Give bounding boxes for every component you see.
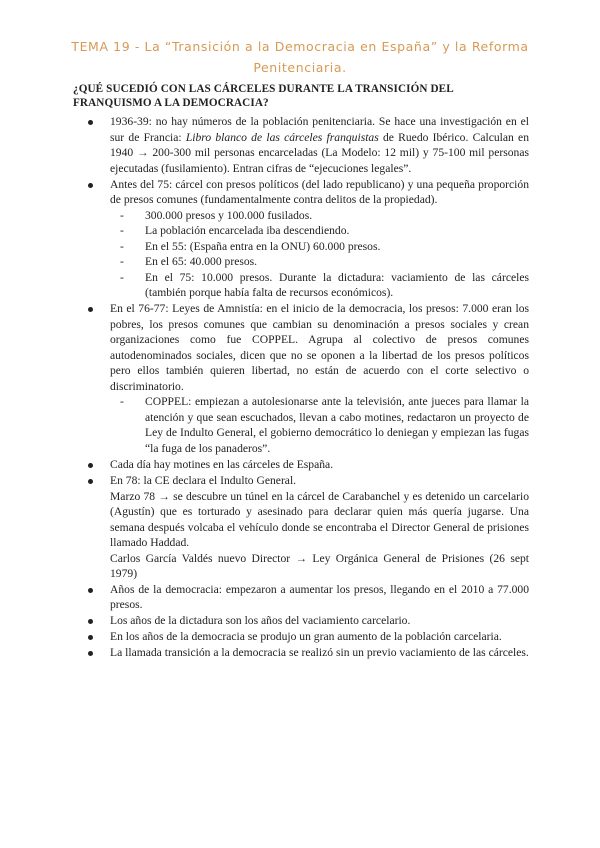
bullet-item	[73, 114, 529, 176]
bullet-item	[73, 473, 529, 489]
bullet-item: En los años de la democracia se produjo un gran aumento de la población carcelaria.	[73, 629, 529, 645]
sub-item: - En el 75: 10.000 presos. Durante la dictadura: vaciamiento de las cárceles (también porque había falta de recursos económicos).	[110, 270, 529, 301]
document-body	[73, 114, 529, 661]
sub-item: - En el 55: (España entra en la ONU) 60.000 presos.	[110, 239, 529, 255]
section-heading: ¿QUÉ SUCEDIÓ CON LAS CÁRCELES DURANTE LA TRANSICIÓN DEL FRANQUISMO A LA DEMOCRACIA?	[73, 83, 454, 109]
bullet-item	[73, 177, 529, 301]
paragraph-text: Carlos García Valdés nuevo Director → Ley Orgánica General de Prisiones (26 sept 1979)	[110, 551, 529, 580]
sub-item: - La población encarcelada iba descendiendo.	[110, 223, 529, 239]
title-line-1: TEMA 19 - La “Transición a la Democracia en España” y la Reforma	[71, 39, 529, 54]
bullet-item	[73, 301, 529, 456]
bullet-item: Cada día hay motines en las cárceles de España.	[73, 457, 529, 473]
sub-item: - 300.000 presos y 100.000 fusilados.	[110, 208, 529, 224]
bullet-item: Años de la democracia: empezaron a aumentar los presos, llegando en el 2010 a 77.000 presos.	[73, 582, 529, 613]
bullet-list	[73, 114, 529, 488]
book-title: Libro blanco de las cárceles franquistas	[185, 130, 379, 144]
bullet-text: 1936-39: no hay números de la población penitenciaria. Se hace una investigación en el sur de Francia:	[110, 115, 529, 144]
bullet-item: La llamada transición a la democracia se realizó sin un previo vaciamiento de las cárceles.	[73, 645, 529, 661]
continuation-paragraph	[73, 489, 529, 582]
bullet-text: de Ruedo Ibérico. Calculan en 1940 → 200-300 mil personas encarceladas (La Modelo: 12 mil) y 75-100 mil personas ejecutadas (fusilamiento). Entran cifras de “ejecuciones legales”.	[110, 130, 529, 175]
paragraph-text: Marzo 78 → se descubre un túnel en la cárcel de Carabanchel y es detenido un carcelario (Agustín) que es torturado y asesinado para declarar quien más quería jugarse. Una semana después volcaba el vehículo donde se encontraba el Director General de prisiones llamado Haddad.	[110, 489, 529, 549]
title-line-2: Penitenciaria.	[253, 60, 347, 75]
sub-item: - En el 65: 40.000 presos.	[110, 254, 529, 270]
sub-item: - COPPEL: empiezan a autolesionarse ante la televisión, ante jueces para llamar la atención y que sean escuchados, llevan a cabo motines, redactaron un proyecto de Ley de Indulto General, el gobierno democrático lo deniegan y empiezan las fugas “la fuga de los panaderos”.	[110, 394, 529, 456]
sub-list	[110, 394, 529, 456]
document-title	[60, 36, 540, 78]
bullet-list	[73, 582, 529, 661]
bullet-text: Antes del 75: cárcel con presos políticos (del lado republicano) y una pequeña proporción de presos comunes (fundamentalmente contra delitos de la propiedad).	[110, 177, 529, 206]
sub-list	[110, 208, 529, 301]
bullet-item: Los años de la dictadura son los años del vaciamiento carcelario.	[73, 613, 529, 629]
bullet-text: En 78: la CE declara el Indulto General.	[110, 473, 297, 487]
bullet-text: En el 76-77: Leyes de Amnistía: en el inicio de la democracia, los presos: 7.000 eran los pobres, los presos comunes que cambian su denominación a presos sociales y crean organizaciones como fue COPPEL. Agrupa al colectivo de presos comunes autodenominados sociales, dicen que no se oponen a la libertad de los presos políticos pero ellos también quieren libertad, no están de acuerdo con el corte selectivo o discriminatorio.	[110, 302, 529, 393]
